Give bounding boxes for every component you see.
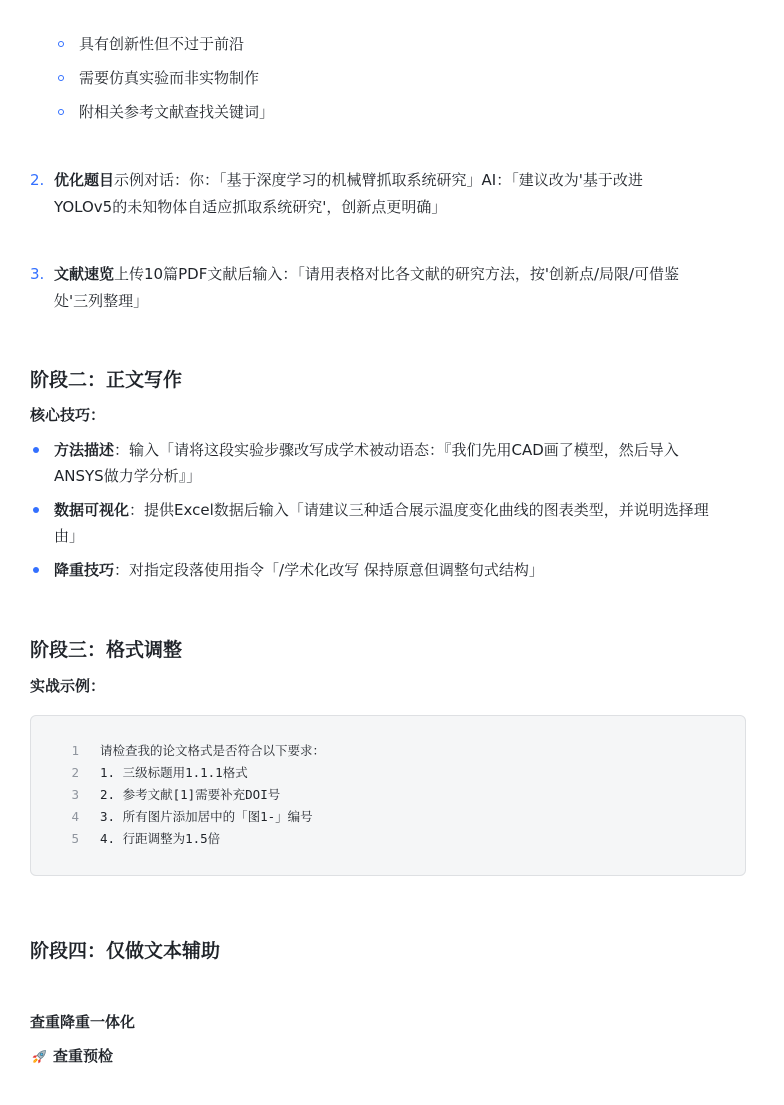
list-item [54, 557, 544, 583]
code-text: 2. 参考文献[1]需要补充DOI号 [100, 787, 281, 802]
list-item [54, 497, 709, 523]
item-title: 文献速览 [54, 265, 115, 283]
item-text: 示例对话：你：「基于深度学习的机械臂抓取系统研究」AI：「建议改为'基于改进 [114, 171, 643, 189]
list-number: 2. [30, 171, 45, 189]
line-number: 4 [71, 809, 79, 824]
item-text: ：输入「请将这段实验步骤改写成学术被动语态：『我们先用CAD画了模型，然后导入 [114, 441, 679, 459]
code-text: 4. 行距调整为1.5倍 [100, 831, 221, 846]
line-number: 2 [71, 765, 79, 780]
item-text-continued: ANSYS做力学分析』」 [54, 467, 202, 485]
list-item [54, 261, 679, 287]
item-text-continued: YOLOv5的未知物体自适应抓取系统研究'，创新点更明确」 [54, 198, 447, 216]
hollow-bullet-icon [58, 109, 64, 115]
item-text-continued: 处'三列整理」 [54, 292, 149, 310]
item-text: 上传10篇PDF文献后输入：「请用表格对比各文献的研究方法，按'创新点/局限/可借鉴 [114, 265, 680, 283]
item-title: 降重技巧 [54, 561, 115, 579]
list-item [54, 437, 679, 463]
item-text: ：对指定段落使用指令「/学术化改写 保持原意但调整句式结构」 [114, 561, 544, 579]
rocket-label-row [30, 1044, 113, 1068]
rocket-label: 查重预检 [53, 1047, 114, 1065]
hollow-bullet-icon [58, 75, 64, 81]
hollow-bullet-icon [58, 41, 64, 47]
item-text: ：提供Excel数据后输入「请建议三种适合展示温度变化曲线的图表类型，并说明选择理 [129, 501, 709, 519]
section-heading: 阶段三：格式调整 [30, 639, 183, 661]
item-text-continued: 由」 [54, 527, 85, 545]
line-number: 3 [71, 787, 79, 802]
item-title: 数据可视化 [54, 501, 130, 519]
code-block[interactable] [30, 715, 746, 876]
list-number: 3. [30, 265, 45, 283]
section-label: 核心技巧： [30, 406, 106, 424]
code-text: 请检查我的论文格式是否符合以下要求： [100, 743, 326, 758]
line-number: 1 [71, 743, 79, 758]
section-label: 查重降重一体化 [30, 1013, 136, 1031]
section-heading: 阶段二：正文写作 [30, 369, 183, 391]
section-heading: 阶段四：仅做文本辅助 [30, 940, 221, 962]
code-text: 3. 所有图片添加居中的「图1-」编号 [100, 809, 313, 824]
list-item [54, 167, 643, 193]
line-number: 5 [71, 831, 79, 846]
bullet-icon [33, 567, 39, 573]
list-item: 需要仿真实验而非实物制作 [79, 69, 260, 87]
list-item: 附相关参考文献查找关键词」 [79, 103, 275, 121]
bullet-icon [33, 507, 39, 513]
list-item: 具有创新性但不过于前沿 [79, 35, 245, 53]
bullet-icon [33, 447, 39, 453]
code-text: 1. 三级标题用1.1.1格式 [100, 765, 248, 780]
section-label: 实战示例： [30, 677, 106, 695]
item-title: 优化题目 [54, 171, 115, 189]
rocket-icon [30, 1048, 48, 1066]
item-title: 方法描述 [54, 441, 115, 459]
